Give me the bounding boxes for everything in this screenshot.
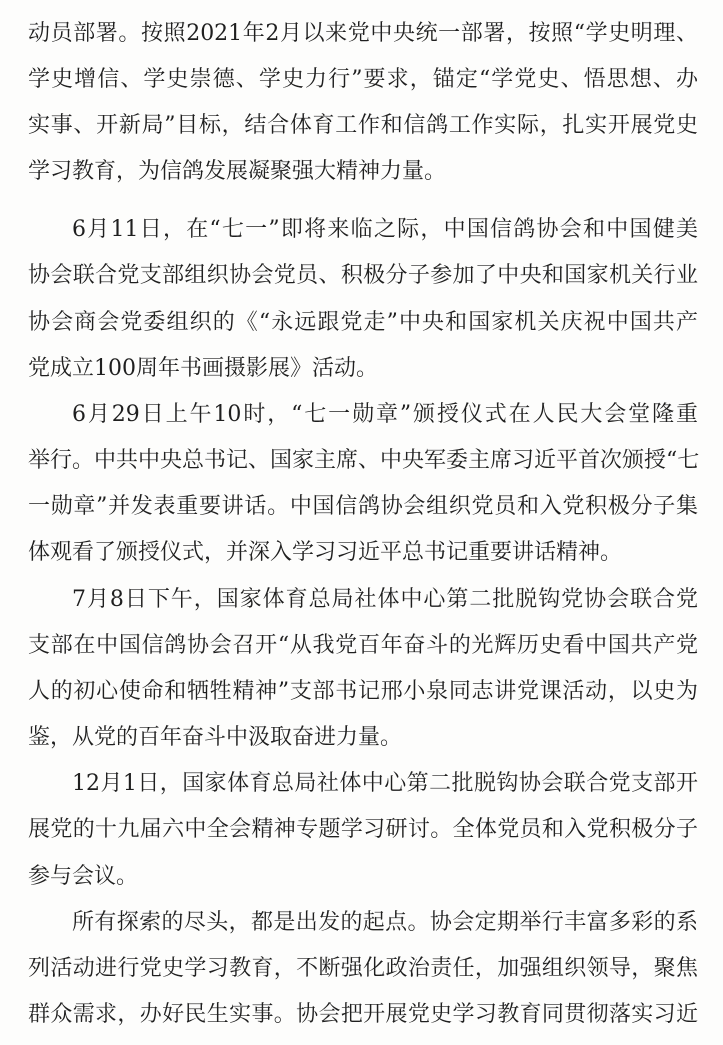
- text-line: 12月1日，国家体育总局社体中心第二批脱钩协会联合党支部开: [72, 771, 698, 796]
- text-line: 一勋章”并发表重要讲话。中国信鸽协会组织党员和入党积极分子集: [28, 494, 698, 519]
- text-line: 6月11日，在“七一”即将来临之际，中国信鸽协会和中国健美: [72, 217, 698, 242]
- text-line: 人的初心使命和牺牲精神”支部书记邢小泉同志讲党课活动，以史为: [28, 679, 698, 704]
- text-line: 党成立100周年书画摄影展》活动。: [28, 356, 378, 381]
- text-line: 学习教育，为信鸽发展凝聚强大精神力量。: [28, 159, 447, 184]
- text-line: 协会联合党支部组织协会党员、积极分子参加了中央和国家机关行业: [28, 263, 698, 288]
- text-line: 展党的十九届六中全会精神专题学习研讨。全体党员和入党积极分子: [28, 817, 698, 842]
- text-line: 动员部署。按照2021年2月以来党中央统一部署，按照“学史明理、: [28, 21, 698, 46]
- text-line: 支部在中国信鸽协会召开“从我党百年奋斗的光辉历史看中国共产党: [28, 633, 698, 658]
- text-line: 鉴，从党的百年奋斗中汲取奋进力量。: [28, 725, 403, 750]
- text-line: 列活动进行党史学习教育，不断强化政治责任，加强组织领导，聚焦: [28, 956, 698, 981]
- text-line: 6月29日上午10时，“七一勋章”颁授仪式在人民大会堂隆重: [72, 402, 698, 427]
- text-line: 7月8日下午，国家体育总局社体中心第二批脱钩党协会联合党: [72, 587, 698, 612]
- text-line: 参与会议。: [28, 864, 139, 889]
- text-line: 学史增信、学史崇德、学史力行”要求，锚定“学党史、悟思想、办: [28, 67, 698, 92]
- text-line: 所有探索的尽头，都是出发的起点。协会定期举行丰富多彩的系: [72, 910, 698, 935]
- text-line: 举行。中共中央总书记、国家主席、中央军委主席习近平首次颁授“七: [28, 448, 700, 473]
- text-line: 实事、开新局”目标，结合体育工作和信鸽工作实际，扎实开展党史: [28, 113, 698, 138]
- text-line: 体观看了颁授仪式，并深入学习习近平总书记重要讲话精神。: [28, 540, 623, 565]
- text-line: 协会商会党委组织的《“永远跟党走”中央和国家机关庆祝中国共产: [28, 310, 698, 335]
- text-line: 群众需求，办好民生实事。协会把开展党史学习教育同贯彻落实习近: [28, 1002, 698, 1027]
